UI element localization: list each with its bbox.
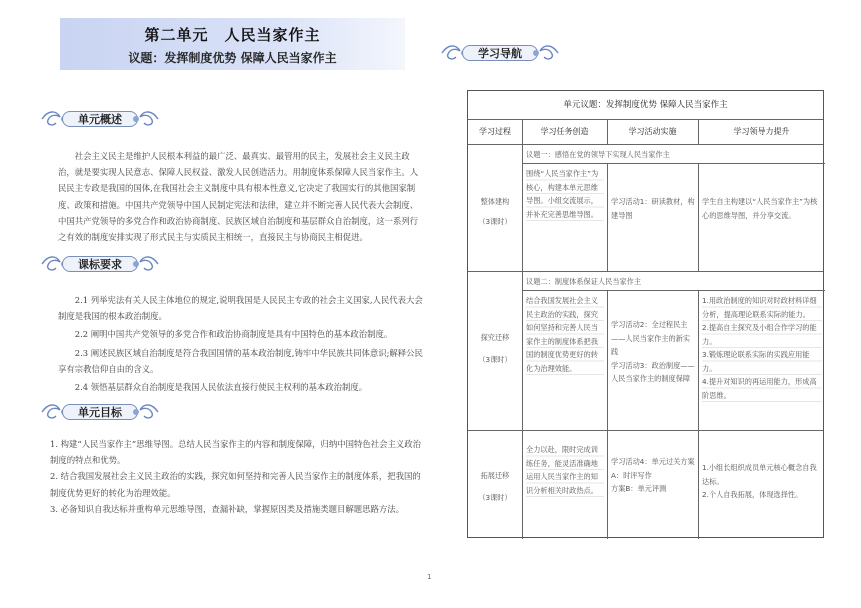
- topic-row: 议题二：制度体系保证人民当家作主: [526, 277, 642, 286]
- goal-item: 3. 必备知识自我达标并重构单元思维导图，查漏补缺，掌握原因类及措施类题目解题思路方法。: [50, 503, 405, 514]
- activity-cell: 学习活动2：全过程民主——人民当家作主的新实践 学习活动3：政治制度——人民当家作主的制度保障: [611, 320, 695, 383]
- unit-subtitle: 议题：发挥制度优势 保障人民当家作主: [128, 51, 337, 65]
- stage-hours: （3课时）: [478, 217, 512, 226]
- table-title: 单元议题：发挥制度优势 保障人民当家作主: [563, 100, 728, 110]
- table-header: 学习活动实施: [628, 127, 677, 136]
- section-header-goals: [40, 401, 160, 423]
- requirement-item: 2.3 阐述民族区域自治制度是符合我国国情的基本政治制度,铸牢中华民族共同体意识;解释公民享有宗教信仰自由的含义。: [58, 347, 423, 374]
- learning-nav-table: [467, 90, 824, 538]
- activity-cell: 学习活动4：单元过关方案A：时评写作 方案B：单元评测: [611, 457, 695, 493]
- title-banner: [60, 18, 405, 70]
- lead-cell: 学生自主构建以“人民当家作主”为核心的思维导图，并分享交流。: [702, 197, 818, 220]
- topic-row: 议题一：感悟在党的领导下实现人民当家作主: [526, 150, 670, 159]
- requirements-list: [58, 292, 426, 397]
- requirement-item: 2.1 列举宪法有关人民主体地位的规定,说明我国是人民民主专政的社会主义国家,人民代表大会制度是我国的根本政治制度。: [58, 295, 423, 322]
- requirement-item: 2.2 阐明中国共产党领导的多党合作和政治协商制度是具有中国特色的基本政治制度。: [74, 329, 393, 340]
- overview-text: 社会主义民主是维护人民根本利益的最广泛、最真实、最管用的民主，发展社会主义民主政治，就是要实现人民意志、保障人民权益、激发人民创造活力。用制度体系保障人民当家作主。人民民主专政是我国的国体,在我国社会主义制度中具有根本性意义,它决定了我国实行的其他国家制度、政策和措施。中国共产党领导中国人民制定宪法和法律，建立并不断完善人民代表大会制度、中国共产党领导的多党合作和政治协商制度、民族区域自治制度和基层群众自治制度，这一系列行之有效的制度安排实现了形式民主与实质民主相统一，直接民主与协商民主相促进。: [58, 151, 419, 243]
- stage-name: 整体建构: [480, 197, 510, 206]
- task-cell: 围绕“人民当家作主”为核心，构建本单元思维导图。小组交流展示，并补充完善思维导图。: [526, 167, 604, 221]
- table-header: 学习领导力提升: [733, 127, 790, 136]
- task-cell: 全力以赴，限时完成训练任务，能灵活准确地运用人民当家作主的知识分析相关时政热点。: [526, 443, 604, 497]
- stage-name: 探究迁移: [480, 333, 510, 342]
- requirement-item: 2.4 领悟基层群众自治制度是我国人民依法直接行使民主权利的基本政治制度。: [74, 382, 368, 393]
- section-header-nav: [440, 42, 560, 64]
- stage-name: 拓展迁移: [480, 471, 510, 480]
- floral-ornament-icon: [126, 401, 160, 423]
- section-header-overview: [40, 108, 160, 130]
- page-number: 1: [427, 573, 432, 581]
- floral-ornament-icon: [126, 108, 160, 130]
- lead-cell: 1.小组长组织成员单元核心概念自我达标。 2.个人自我拓展，体现选择性。: [702, 463, 817, 499]
- overview-paragraph: [58, 148, 426, 245]
- table-header: 学习任务创造: [540, 127, 589, 136]
- section-header-requirements: [40, 253, 160, 275]
- goal-item: 1. 构建“人民当家作主”思维导图。总结人民当家作主的内容和制度保障，归纳中国特色社会主义政治制度的特点和优势。: [50, 439, 421, 466]
- section-title-requirements: 课标要求: [78, 258, 122, 271]
- goal-item: 2. 结合我国发展社会主义民主政治的实践，探究如何坚持和完善人民当家作主的制度体系，把我国的制度优势更好的转化为治理效能。: [50, 471, 421, 498]
- activity-cell: 学习活动1：研读教材，构建导图: [611, 197, 695, 220]
- goals-list: [50, 436, 428, 517]
- section-title-goals: 单元目标: [78, 406, 122, 419]
- task-cell: 结合我国发展社会主义民主政治的实践，探究如何坚持和完善人民当家作主的制度体系把我国的制度优势更好的转化为治理效能。: [526, 294, 604, 375]
- floral-ornament-icon: [126, 253, 160, 275]
- floral-ornament-icon: [526, 42, 560, 64]
- section-title-nav: 学习导航: [478, 47, 522, 60]
- lead-cell: 1.用政治制度的知识对时政材料详细分析，提高理论联系实际的能力。 2.提高自主探究及小组合作学习的能力。 3.锻炼理论联系实际的实践应用能力。 4.提升对知识的再运用能力，形成高阶思维。: [702, 294, 822, 402]
- unit-title: 第二单元 人民当家作主: [144, 26, 321, 44]
- section-title-overview: 单元概述: [78, 113, 122, 126]
- stage-hours: （3课时）: [478, 493, 512, 502]
- table-header: 学习过程: [479, 127, 511, 136]
- stage-hours: （3课时）: [478, 355, 512, 364]
